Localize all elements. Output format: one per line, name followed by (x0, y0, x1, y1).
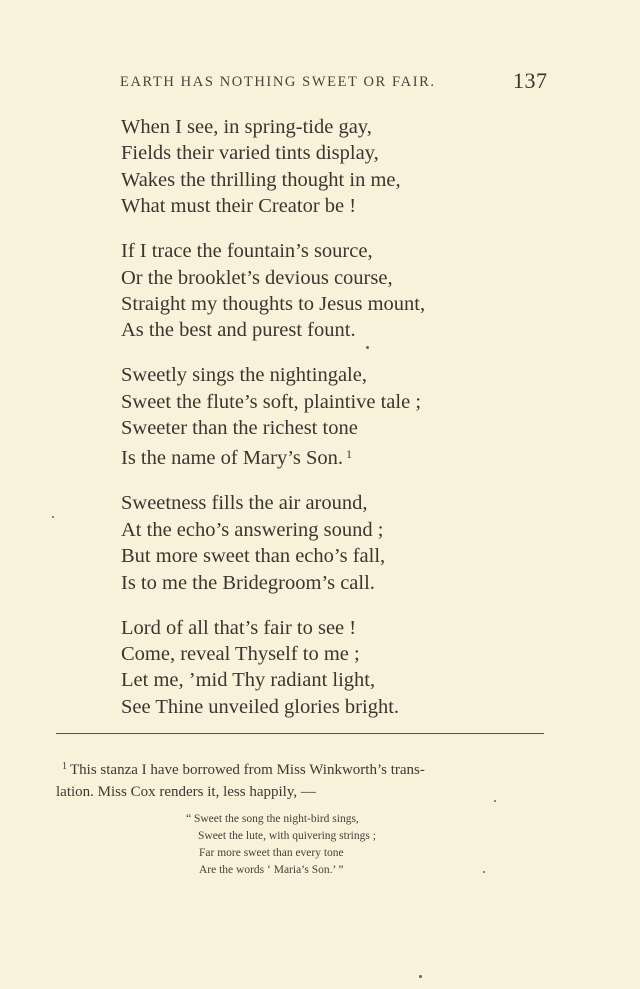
footnote-quotation (186, 811, 486, 879)
verse-line: Sweeter than the richest tone (121, 417, 358, 440)
stanza (121, 238, 561, 344)
paper-speck (419, 975, 422, 978)
stanza (121, 615, 561, 721)
verse-text: Is the name of Mary’s Son. (121, 447, 344, 470)
verse-line: Wakes the thrilling thought in me, (121, 168, 401, 191)
paper-speck (494, 800, 496, 802)
quotation-line: Are the words ‘ Maria’s Son.’ ” (199, 864, 344, 876)
footnote-divider (56, 733, 544, 734)
running-head (0, 68, 640, 98)
verse-line: See Thine unveiled glories bright. (121, 695, 400, 718)
page-number: 137 (513, 68, 548, 93)
verse-line: But more sweet than echo’s fall, (121, 545, 386, 568)
footnote (56, 756, 546, 803)
footnote-marker: 1 (62, 761, 67, 772)
verse-line: Sweetly sings the nightingale, (121, 364, 367, 387)
quotation-line: Far more sweet than every tone (199, 847, 344, 859)
verse-line: At the echo’s answering sound ; (121, 518, 384, 541)
footnote-line (56, 756, 546, 781)
paper-speck (366, 346, 369, 349)
verse-line: Or the brooklet’s devious course, (121, 266, 393, 289)
paper-speck (52, 516, 54, 518)
verse-line: Sweetness fills the air around, (121, 492, 368, 515)
verse-line: Fields their varied tints display, (121, 142, 379, 165)
quotation-line: “ Sweet the song the night-bird sings, (186, 813, 359, 825)
paper-speck (483, 871, 485, 873)
verse-line: Lord of all that’s fair to see ! (121, 616, 357, 639)
stanza (121, 362, 561, 472)
stanza (121, 114, 561, 220)
poem (121, 114, 561, 739)
verse-line: If I trace the fountain’s source, (121, 240, 373, 263)
verse-line: Is to me the Bridegroom’s call. (121, 571, 375, 594)
footnote-line: lation. Miss Cox renders it, less happily, — (56, 784, 316, 800)
running-title: EARTH HAS NOTHING SWEET OR FAIR. (120, 74, 436, 90)
verse-line: As the best and purest fount. (121, 319, 356, 342)
verse-line: Come, reveal Thyself to me ; (121, 642, 360, 665)
verse-line (121, 441, 561, 471)
quotation-line: Sweet the lute, with quivering strings ; (198, 830, 376, 842)
verse-line: What must their Creator be ! (121, 195, 357, 218)
verse-line: Straight my thoughts to Jesus mount, (121, 292, 426, 315)
verse-line: When I see, in spring-tide gay, (121, 116, 372, 138)
stanza (121, 490, 561, 596)
verse-line: Sweet the flute’s soft, plaintive tale ; (121, 390, 422, 413)
footnote-text: This stanza I have borrowed from Miss Winkworth’s trans- (70, 762, 425, 778)
verse-line: Let me, ’mid Thy radiant light, (121, 669, 376, 692)
footnote-reference: 1 (346, 447, 353, 462)
